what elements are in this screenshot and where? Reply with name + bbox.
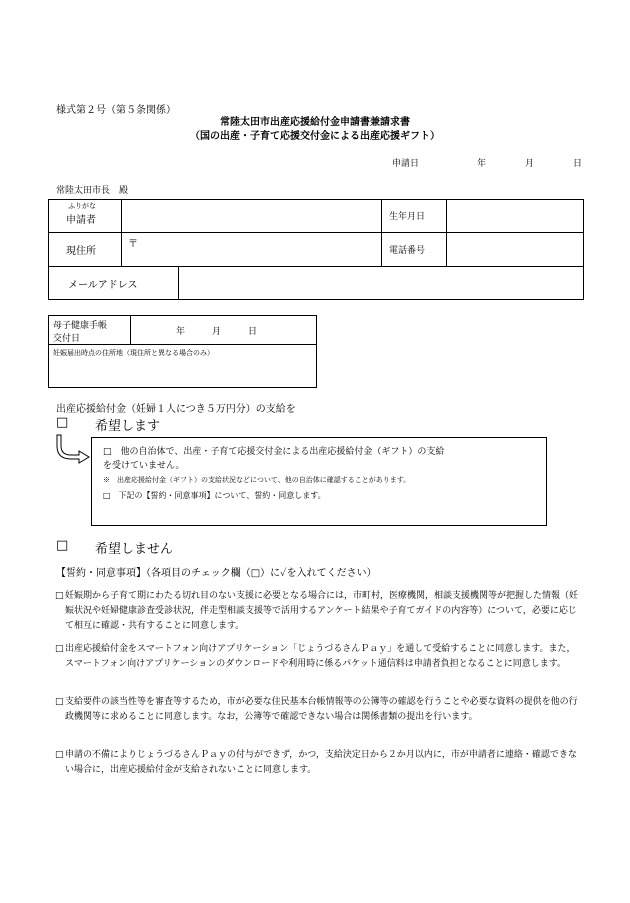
sub-item-1-line-2: を受けていません。 <box>103 461 185 471</box>
postal-mark: 〒 <box>128 239 138 250</box>
wish-yes-label: 希望します <box>95 419 161 434</box>
pledge-checkbox[interactable]: □ <box>55 750 64 760</box>
birthdate-field[interactable] <box>447 200 583 231</box>
pledge-item <box>55 748 583 778</box>
furigana-label: ふりがな <box>68 202 96 210</box>
phone-label: 電話番号 <box>389 246 426 256</box>
wish-yes-checkbox[interactable]: □ <box>56 415 69 430</box>
wish-no-checkbox[interactable]: □ <box>56 538 69 553</box>
phone-field[interactable] <box>447 233 583 265</box>
handbook-label-1: 母子健康手帳 <box>53 321 108 331</box>
application-date-label: 申請日 <box>392 159 420 169</box>
handbook-year-label: 年 <box>176 327 186 337</box>
applicant-label: 申請者 <box>66 215 96 226</box>
pregnancy-address-note: 妊娠届出時点の住所地（現住所と異なる場合のみ） <box>53 349 214 357</box>
pledge-item <box>55 642 583 672</box>
handbook-divider <box>48 344 317 345</box>
pledge-text: 申請の不備によりじょうづるさんＰａｙの付与ができず，かつ，支給決定日から２か月以内に，市が申請者に連絡・確認できない場合に，出産応援給付金が支給されないことに同意します。 <box>65 750 577 775</box>
pledge-item <box>55 589 583 634</box>
page-title: 常陸太田市出産応援給付金申請書兼請求書 <box>220 117 410 128</box>
pledge-text: 出産応援給付金をスマートフォン向けアプリケーション「じょうづるさんＰａｙ」を通して受給することに同意します。また，スマートフォン向けアプリケーションのダウンロードや利用時に係るパケット通信料は申請者負担となることに同意します。 <box>65 644 576 669</box>
sub-item-2[interactable]: □ 下記の【誓約・同意事項】について、誓約・同意します。 <box>103 491 326 500</box>
sub-item-note: ※ 出産応援給付金（ギフト）の支給状況などについて、他の自治体に確認することがあります。 <box>103 476 411 484</box>
pregnancy-address-field[interactable] <box>49 358 316 387</box>
pledge-heading: 【誓約・同意事項】（各項目のチェック欄（□）に✓を入れてください） <box>56 568 377 579</box>
sub-item-1-line-1[interactable]: □ 他の自治体で、出産・子育て応援交付金による出産応援給付金（ギフト）の支給 <box>103 447 445 457</box>
handbook-label-2: 交付日 <box>53 334 81 344</box>
birthdate-label: 生年月日 <box>389 212 426 222</box>
form-number: 様式第２号（第５条関係） <box>56 105 176 116</box>
address-label: 現住所 <box>66 246 96 257</box>
address-field[interactable] <box>122 233 380 265</box>
applicant-name-field[interactable] <box>122 200 380 231</box>
pledge-text: 妊娠期から子育て期にわたる切れ目のない支援に必要となる場合には，市町村，医療機関，相談支援機関等が把握した情報（妊娠状況や妊婦健康診査受診状況，伴走型相談支援等で活用するアンケート結果や子育てガイドの内容等）について，必要に応じて相互に確認・共有することに同意します。 <box>65 591 579 631</box>
handbook-day-label: 日 <box>248 327 258 337</box>
pledge-checkbox[interactable]: □ <box>55 644 64 654</box>
handbook-col-divider <box>130 315 131 344</box>
payment-intro: 出産応援給付金（妊婦１人につき５万円分）の支給を <box>56 404 296 415</box>
handbook-month-label: 月 <box>212 327 222 337</box>
date-month-label: 月 <box>525 159 535 169</box>
table-col-divider <box>381 199 382 266</box>
date-year-label: 年 <box>477 159 487 169</box>
date-day-label: 日 <box>573 159 583 169</box>
pledge-checkbox[interactable]: □ <box>55 591 64 601</box>
email-label: メールアドレス <box>68 280 138 291</box>
wish-no-label: 希望しません <box>95 542 174 557</box>
curved-arrow-icon <box>55 434 95 464</box>
pledge-checkbox[interactable]: □ <box>55 697 64 707</box>
pledge-text: 支給要件の該当性等を審査等するため，市が必要な住民基本台帳情報等の公簿等の確認を行うことや必要な資料の提供を他の行政機関等に求めることに同意します。なお，公簿等で確認できない場合は関係書類の提出を行います。 <box>65 697 578 722</box>
email-field[interactable] <box>179 267 583 299</box>
page-subtitle: （国の出産・子育て応援交付金による出産応援ギフト） <box>190 131 440 142</box>
pledge-item <box>55 695 583 725</box>
addressee: 常陸太田市長 殿 <box>56 186 129 196</box>
